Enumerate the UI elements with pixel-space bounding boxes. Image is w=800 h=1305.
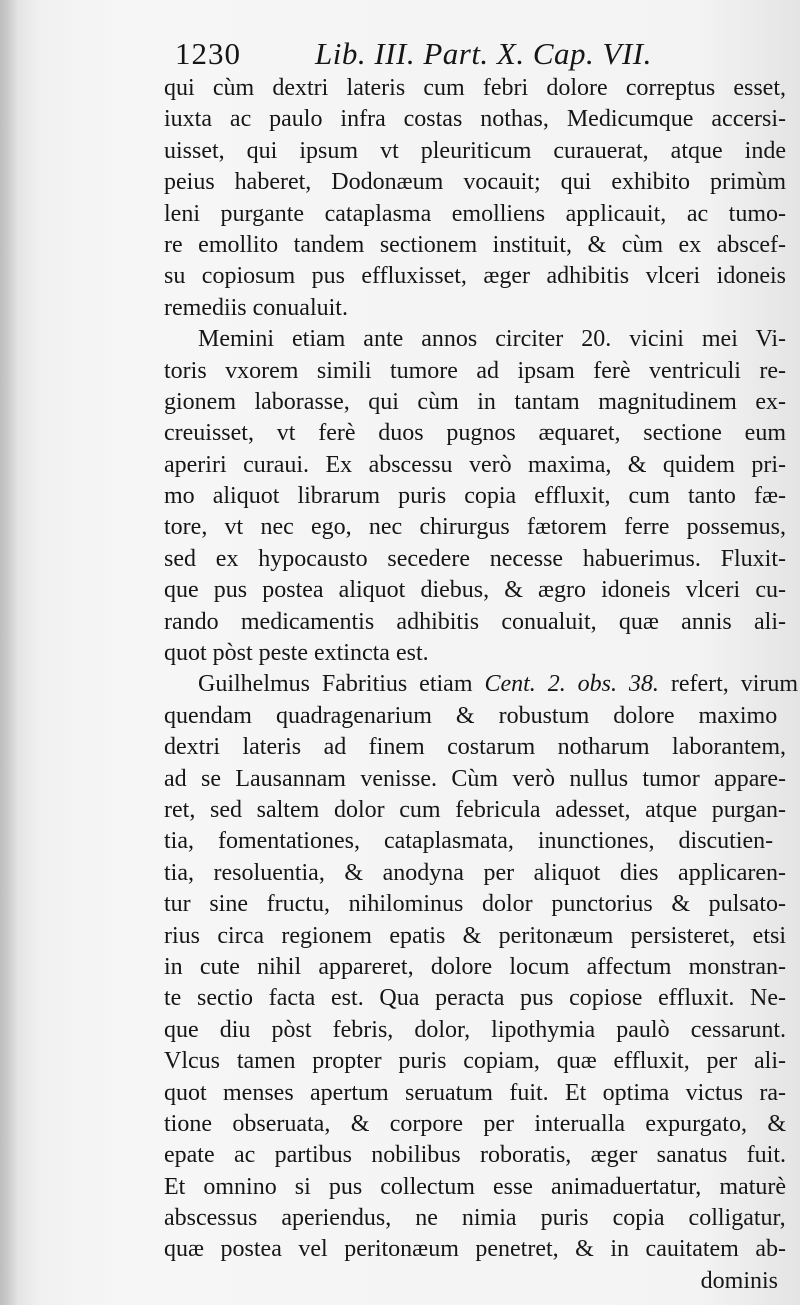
text-line: quot menses apertum seruatum fuit. Et optima victus ra- [164, 1079, 786, 1106]
text-line: in cute nihil appareret, dolore locum affectum monstran- [164, 953, 786, 980]
text-line: quot pòst peste extincta est. [164, 640, 429, 667]
text-line: tione obseruata, & corpore per interualla expurgato, & [164, 1110, 786, 1137]
text-line: aperiri curaui. Ex abscessu verò maxima, & quidem pri- [164, 451, 786, 478]
paragraph-start-line: Guilhelmus Fabritius etiam Cent. 2. obs. 38. refert, virum [164, 669, 786, 700]
text-line: epate ac partibus nobilibus roboratis, æger sanatus fuit. [164, 1142, 786, 1169]
text-line: creuisset, vt ferè duos pugnos æquaret, sectione eum [164, 420, 786, 447]
text-line: toris vxorem simili tumore ad ipsam ferè ventriculi re- [164, 357, 786, 384]
text-line: quæ postea vel peritonæum penetret, & in cauitatem ab- [164, 1236, 786, 1263]
text-line: iuxta ac paulo infra costas nothas, Medicumque accersi- [164, 106, 786, 133]
text-line: Et omnino si pus collectum esse animaduertatur, maturè [164, 1173, 786, 1200]
text-line: tia, fomentationes, cataplasmata, inunctiones, discutien- [164, 828, 774, 855]
text-line: peius haberet, Dodonæum vocauit; qui exhibito primùm [164, 169, 786, 196]
text-line: mo aliquot librarum puris copia effluxit, cum tanto fæ- [164, 483, 786, 510]
text-line: tore, vt nec ego, nec chirurgus fætorem ferre possemus, [164, 514, 786, 541]
text-line: quendam quadragenarium & robustum dolore maximo [164, 702, 778, 729]
text-line: ad se Lausannam venisse. Cùm verò nullus tumor appare- [164, 765, 786, 792]
body-text [164, 73, 799, 1297]
catchword: dominis [700, 1267, 778, 1294]
text-line: tia, resoluentia, & anodyna per aliquot dies applicaren- [164, 859, 786, 886]
text-line: re emollito tandem sectionem instituit, & cùm ex abscef- [164, 231, 786, 258]
text-line: remediis conualuit. [164, 294, 348, 321]
text-line: gionem laborasse, qui cùm in tantam magnitudinem ex- [164, 388, 786, 415]
page-header [175, 34, 780, 74]
text-line: uisset, qui ipsum vt pleuriticum curauerat, atque inde [164, 137, 786, 164]
text-line: abscessus aperiendus, ne nimia puris copia colligatur, [164, 1205, 786, 1232]
citation-reference: Cent. 2. obs. 38. [484, 671, 659, 698]
page-number: 1230 [175, 36, 241, 71]
paragraph-start-line: Memini etiam ante annos circiter 20. vicini mei Vi- [198, 326, 786, 353]
text-line: tur sine fructu, nihilominus dolor punctorius & pulsato- [164, 891, 786, 918]
running-head: Lib. III. Part. X. Cap. VII. [315, 36, 652, 71]
text-line: leni purgante cataplasma emolliens applicauit, ac tumo- [164, 200, 786, 227]
text-line: sed ex hypocausto secedere necesse habuerimus. Fluxit- [164, 545, 786, 572]
text-line: rando medicamentis adhibitis conualuit, quæ annis ali- [164, 608, 786, 635]
text-line: ret, sed saltem dolor cum febricula adesset, atque purgan- [164, 796, 786, 823]
text-line: Vlcus tamen propter puris copiam, quæ effluxit, per ali- [164, 1048, 786, 1075]
text-line: dextri lateris ad finem costarum notharum laborantem, [164, 734, 786, 761]
text-line: que pus postea aliquot diebus, & ægro idoneis vlceri cu- [164, 577, 786, 604]
text-line: que diu pòst febris, dolor, lipothymia paulò cessarunt. [164, 1016, 786, 1043]
citation-continuation: refert, virum [670, 671, 799, 698]
text-line: qui cùm dextri lateris cum febri dolore correptus esset, [164, 75, 786, 101]
text-line: te sectio facta est. Qua peracta pus copiose effluxit. Ne- [164, 985, 786, 1012]
text-line: su copiosum pus effluxisset, æger adhibitis vlceri idoneis [164, 263, 786, 290]
text-line: rius circa regionem epatis & peritonæum persisteret, etsi [164, 922, 786, 949]
